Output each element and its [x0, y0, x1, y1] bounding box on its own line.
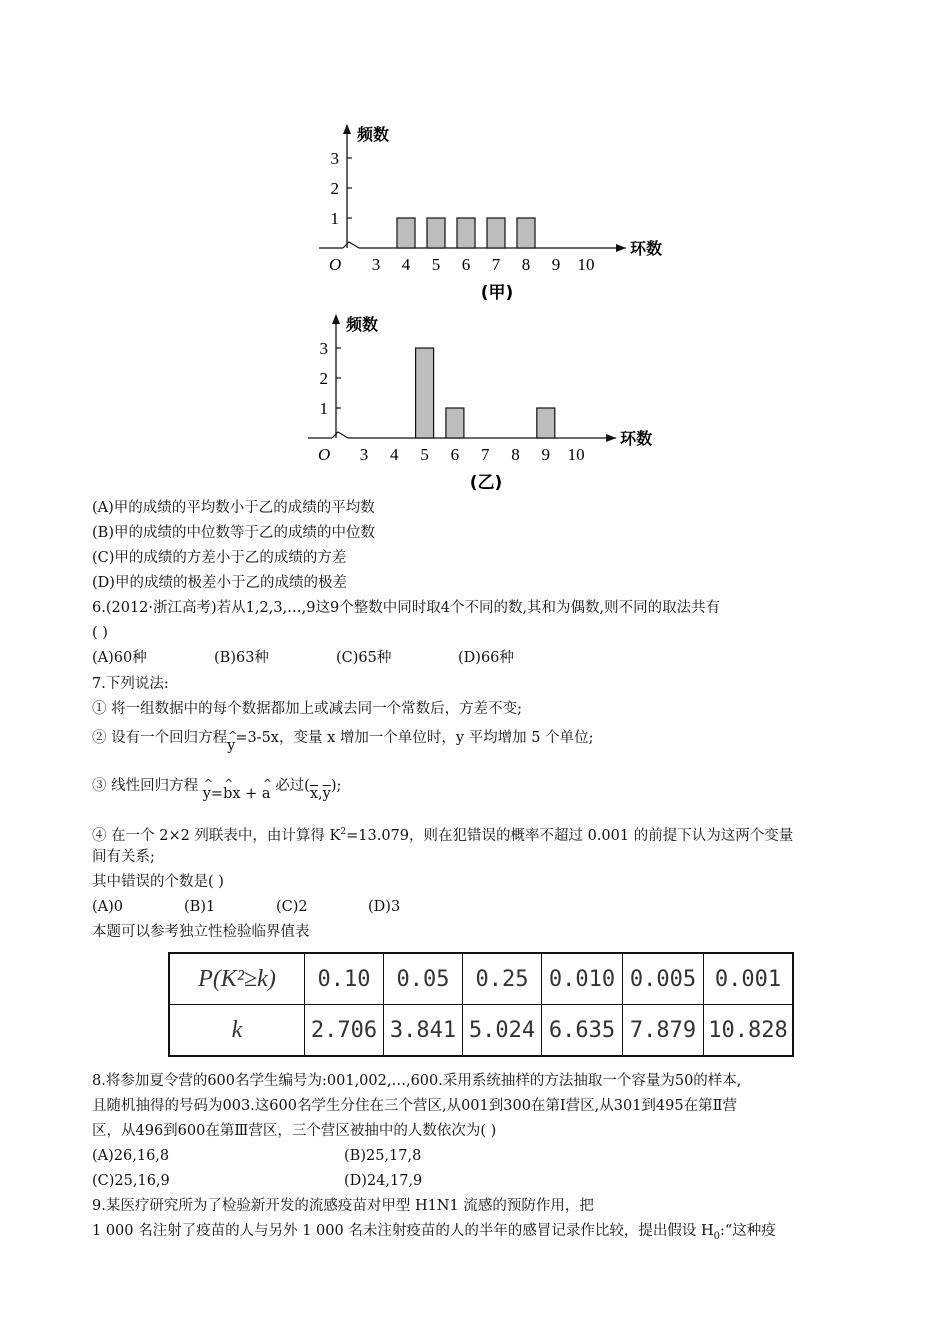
x-axis-label: 环数: [630, 239, 663, 258]
x-tick-label: 6: [461, 255, 471, 274]
y-bar: $\overline{y}$: [322, 786, 331, 802]
x-tick-label: 10: [577, 255, 595, 274]
histogram-bar: [427, 218, 445, 248]
x-tick-label: 8: [521, 255, 531, 274]
b-hat: ^ b: [223, 784, 232, 804]
table-cell: 3.841: [384, 1005, 463, 1057]
x-tick-label: 3: [359, 445, 369, 464]
q7-option-a: (A)0: [92, 899, 124, 915]
q7-options: [92, 897, 400, 917]
table-cell: 0.05: [384, 953, 463, 1005]
q6-options: [92, 648, 514, 668]
q5-option-a: (A)甲的成绩的平均数小于乙的成绩的平均数: [92, 500, 375, 516]
x-tick-label: 9: [551, 255, 561, 274]
q7-ask: 其中错误的个数是( ): [92, 874, 224, 890]
table-cell: 0.001: [704, 953, 794, 1005]
chart-title: (乙): [469, 473, 503, 493]
q7-statement-4-cont: 间有关系;: [92, 849, 155, 865]
x-tick-label: 7: [480, 445, 490, 464]
q6-option-b: (B)63种: [214, 650, 269, 666]
y-tick-label: 2: [330, 179, 339, 198]
table-cell: 0.005: [623, 953, 704, 1005]
x-bar: $\overline{x}$: [309, 786, 319, 802]
histogram-jia-svg: [0, 118, 950, 313]
q5-option-d: (D)甲的成绩的极差小于乙的成绩的极差: [92, 575, 347, 591]
histogram-jia: [0, 118, 950, 317]
histogram-yi-svg: [0, 308, 950, 503]
q8-options-row-1: [92, 1146, 421, 1166]
table-cell: 10.828: [704, 1005, 794, 1057]
y-axis-label: 频数: [357, 125, 390, 144]
q9-line-1: 9.某医疗研究所为了检验新开发的流感疫苗对甲型 H1N1 流感的预防作用，把: [92, 1198, 594, 1214]
x-tick-label: 7: [491, 255, 501, 274]
x-tick-label: 3: [371, 255, 381, 274]
q6-option-d: (D)66种: [458, 650, 514, 666]
y-axis-label: 频数: [346, 315, 379, 334]
histogram-yi: [0, 308, 950, 507]
y-tick-label: 3: [330, 149, 339, 168]
table-header-p: P(K²≥k): [169, 953, 305, 1005]
q7-stem: 7.下列说法:: [92, 676, 169, 692]
table-cell: 6.635: [542, 1005, 623, 1057]
q7-statement-2: ② 设有一个回归方程^ y=3-5x，变量 x 增加一个单位时，y 平均增加 5 个单位;: [92, 728, 594, 748]
q8-line-2: 且随机抽得的号码为003.这600名学生分住在三个营区,从001到300在第Ⅰ营区,从301到495在第Ⅱ营: [92, 1098, 737, 1114]
q7-statement-3: ③ 线性回归方程 ^ y=^ bx + ^ a 必过$(\overline{x},\overline{y})$;: [92, 776, 341, 796]
histogram-bar: [446, 408, 464, 438]
critical-value-table: [168, 952, 794, 1057]
q7-option-d: (D)3: [368, 899, 401, 915]
axis-break: [332, 432, 348, 438]
q8-option-b: (B)25,17,8: [344, 1148, 422, 1164]
y-tick-label: 3: [319, 339, 328, 358]
x-axis-label: 环数: [620, 429, 653, 448]
table-header-k: k: [169, 1005, 305, 1057]
chart-title: (甲): [480, 283, 514, 303]
q9-line-2: 1 000 名注射了疫苗的人与另外 1 000 名未注射疫苗的人的半年的感冒记录作比较，提出假设 $H_0:“$这种疫: [92, 1223, 776, 1242]
x-tick-label: 6: [450, 445, 460, 464]
x-axis-arrow: [616, 244, 626, 252]
q8-option-a: (A)26,16,8: [92, 1148, 170, 1164]
y-tick-label: 2: [319, 369, 328, 388]
table-cell: 5.024: [463, 1005, 542, 1057]
y-axis-arrow: [332, 314, 340, 324]
x-tick-label: 9: [541, 445, 551, 464]
x-tick-label: 10: [567, 445, 585, 464]
q7-reference: 本题可以参考独立性检验临界值表: [92, 924, 310, 940]
x-tick-label: 8: [511, 445, 520, 464]
y-hat: ^ y: [203, 784, 211, 804]
origin-label: O: [329, 255, 342, 274]
q5-option-c: (C)甲的成绩的方差小于乙的成绩的方差: [92, 550, 347, 566]
table-row: [169, 1005, 793, 1057]
y-hat: ^ y: [227, 736, 235, 756]
x-axis-arrow: [606, 434, 616, 442]
a-hat: ^ a: [262, 784, 271, 804]
table-cell: 2.706: [305, 1005, 384, 1057]
histogram-bar: [397, 218, 415, 248]
q8-option-c: (C)25,16,9: [92, 1173, 170, 1189]
q5-option-b: (B)甲的成绩的中位数等于乙的成绩的中位数: [92, 525, 375, 541]
x-tick-label: 5: [420, 445, 429, 464]
q7-option-b: (B)1: [184, 899, 216, 915]
q8-line-1: 8.将参加夏令营的600名学生编号为:001,002,…,600.采用系统抽样的方法抽取一个容量为50的样本,: [92, 1073, 742, 1089]
histogram-bar: [517, 218, 535, 248]
axis-break: [343, 242, 359, 248]
x-tick-label: 5: [431, 255, 441, 274]
histogram-bar: [487, 218, 505, 248]
histogram-bar: [457, 218, 475, 248]
histogram-bar: [416, 348, 434, 438]
y-axis-arrow: [343, 124, 351, 134]
table-cell: 0.010: [542, 953, 623, 1005]
q6-option-a: (A)60种: [92, 650, 147, 666]
x-tick-label: 4: [401, 255, 411, 274]
origin-label: O: [318, 445, 331, 464]
q7-option-c: (C)2: [276, 899, 308, 915]
table-cell: 7.879: [623, 1005, 704, 1057]
table-cell: 0.25: [463, 953, 542, 1005]
q6-option-c: (C)65种: [336, 650, 392, 666]
histogram-bar: [537, 408, 555, 438]
y-tick-label: 1: [319, 399, 328, 418]
q8-options-row-2: [92, 1171, 422, 1191]
x-tick-label: 4: [390, 445, 399, 464]
table-row: [169, 953, 793, 1005]
q8-option-d: (D)24,17,9: [344, 1173, 423, 1189]
y-tick-label: 1: [330, 209, 339, 228]
q7-statement-1: ① 将一组数据中的每个数据都加上或减去同一个常数后，方差不变;: [92, 701, 522, 717]
q6-stem: 6.(2012·浙江高考)若从1,2,3,…,9这9个整数中同时取4个不同的数,其和为偶数,则不同的取法共有: [92, 600, 721, 616]
q6-blank: ( ): [92, 625, 108, 641]
q7-statement-4: ④ 在一个 2×2 列联表中，由计算得 $K^2=13.079$，则在犯错误的概率不超过 0.001 的前提下认为这两个变量: [92, 827, 794, 844]
q8-line-3: 区，从496到600在第Ⅲ营区，三个营区被抽中的人数依次为( ): [92, 1123, 497, 1139]
table-cell: 0.10: [305, 953, 384, 1005]
